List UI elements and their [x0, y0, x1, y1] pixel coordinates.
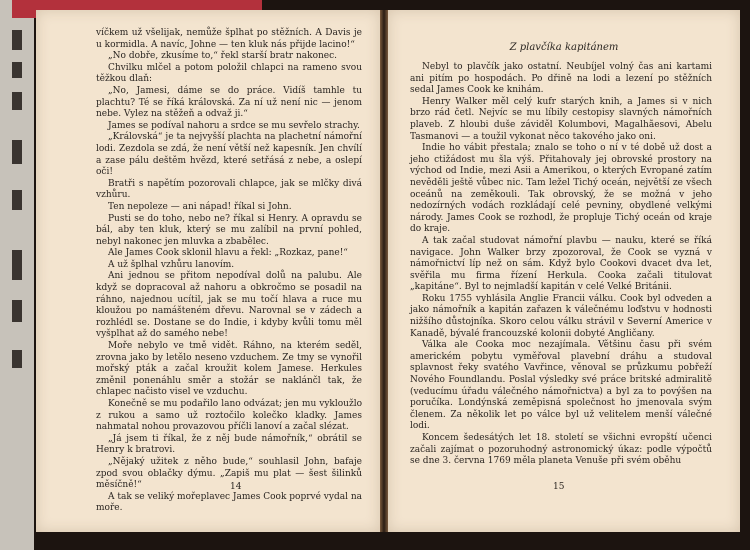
paragraph: A už šplhal vzhůru lanovím.: [108, 259, 235, 270]
paragraph: Válka ale Cooka moc nezajímala. Většinu času při svém americkém pobytu vyměřoval plavební dráhu a studoval splavnost řeky svatého Vavřince, věnoval se průzkumu pobřeží Nového Foundlandu. Poslal výsledky své práce britské admiralitě (veducímu úřadu válečného námořnictva) a byl za to povýšen na poručíka. Londýnská zeměpisná společnost ho jmenovala svým členem. Za několik let po válce byl už velitelem menší válečné lodi.: [410, 340, 712, 432]
paragraph: Moře nebylo ve tmě vidět. Ráhno, na kterém seděl, zrovna jako by letělo neseno vzduchem. Ze tmy se vynořil mořský pták a začal kroužit kolem Jamese. Herkules změnil ponenáhlu směr a stožár se naklánčl tak, že chlapec načisto visel ve vzduchu.: [96, 341, 362, 398]
paragraph: Chvilku mlčel a potom položil chlapci na rameno svou těžkou dlaň:: [96, 62, 362, 85]
paragraph: „No dobře, zkusíme to,“ řekl starší bratr nakonec.: [108, 51, 338, 62]
left-page-text: [96, 28, 362, 515]
paragraph: Koncem šedesátých let 18. století se všichni evropští učenci začali zajímat o pozoruhodný astronomický úkaz: podle výpočtů se dne 3. června 1769 měla planeta Venuše při svém oběhu: [410, 433, 712, 467]
book-gutter: [380, 10, 388, 532]
left-page: [36, 10, 380, 532]
paragraph: Ale James Cook sklonil hlavu a řekl: „Rozkaz, pane!“: [108, 248, 348, 259]
paragraph: „Královská“ je ta nejvyšší plachta na plachetní námořní lodi. Zezdola se zdá, že není větší než kapesník. Jen chvílí a zase pálu deštěm hvězd, které setřásá z nebe, a oslepí oči!: [96, 132, 362, 178]
paragraph: víčkem už všelijak, nemůže šplhat po stěžních. A Davis je u kormidla. A navíc, Johne — ten kluk nás přijde lacino!“: [96, 28, 362, 50]
paragraph: Konečně se mu podařilo lano odvázat; jen mu vykloužlo z rukou a samo už roztočilo kolečko kladky. James nahmatal nohou provazovou příčli lanoví a začal slézat.: [96, 399, 362, 433]
paragraph: Bratři s napětím pozorovali chlapce, jak se mlčky divá vzhůru.: [96, 178, 362, 201]
running-head: Z plavčíka kapitánem: [509, 42, 619, 53]
right-page-text: [410, 62, 712, 468]
left-page-number: 14: [230, 482, 242, 492]
paragraph: Ten nepoleze — ani nápad! říkal si John.: [108, 201, 292, 212]
paragraph: Roku 1755 vyhlásila Anglie Francii válku. Cook byl odveden a jako námořník a kapitán zařazen k válečnému loďstvu v hodnosti nižšího důstojníka. Skoro celou válku strávil v Severní Americe v Kanadě, bývalé francouzské kolonii dobyté Angličany.: [410, 293, 712, 339]
paragraph: A tak začal studovat námořní plavbu — nauku, které se říká navigace. John Walker brzy zpozoroval, že Cook se vyzná v námořnictví líp než on sám. Když bylo Cookovi dvacet dva let, svěřila mu firma řízení Herkula. Cooka začali titulovat „kapitáne“. Byl to nejmladší kapitán v celé Velké Británii.: [410, 235, 712, 293]
paragraph: Nebyl to plavčík jako ostatní. Neubíjel volný čas ani kartami ani pitím po hospodách. Po dřině na lodi a lezení po stěžních sedal James Cook ke knihám.: [410, 62, 712, 96]
paragraph: Henry Walker měl celý kufr starých knih, a James si v nich brzo rád četl. Nejvíc se mu líbily cestopisy slavných námořních plaveb. Z hloubi duše záviděl Kolumbovi, Magalhãesovi, Abelu Tasmanovi — a toužil vykonat něco takového jako oni.: [410, 96, 712, 142]
paragraph: „No, Jamesi, dáme se do práce. Vidíš tamhle tu plachtu? Té se říká královská. Za ní už není nic — jenom nebe. Vylez na stěžeň a odvaž ji.“: [96, 85, 362, 120]
paragraph: „Já jsem ti říkal, že z něj bude námořník,“ obrátil se Henry k bratrovi.: [96, 433, 362, 456]
right-page: [388, 10, 740, 532]
right-page-number: 15: [553, 482, 565, 492]
paragraph: Ani jednou se přitom nepodíval dolů na palubu. Ale když se dopracoval až nahoru a obkročmo se posadil na ráhno, najednou ucítil, jak se mu točí hlava a ruce mu kloužou po namášteném dřevu. Narovnal se v zádech a rozhlédl se. Dostane se do Indie, i kdyby kvůli tomu měl vyšplhat až do samého nebe!: [96, 271, 362, 340]
page-edge-strip: [0, 0, 34, 550]
paragraph: Pusti se do toho, nebo ne? říkal si Henry. A opravdu se bál, aby ten kluk, který se mu zalíbil na první pohled, nebyl nakonec jen mluvka a zbabělec.: [96, 213, 362, 247]
paragraph: „Nějaký užitek z něho bude,“ souhlasil John, bafaje zpod svou oblačky dýmu. „Zapiš mu plat — šest šilinků měsíčně!“: [96, 456, 362, 491]
paragraph: James se podíval nahoru a srdce se mu sevřelo strachy.: [108, 120, 360, 131]
paragraph: Indie ho vábit přestala; znalo se toho o ní v té době už dost a jeho ctižádost mu šla výš. Přitahovaly jej obrovské prostory na východ od Indie, mezi Asii a Amerikou, o kterých Evropané zatím nevěděli ještě vůbec nic. Tam ležel Tichý oceán, největší ze všech oceánů na zeměkouli. Tak obrovský, že se možná v jeho nedozírných vodách rozkládají celé pevniny, obydlené velkými národy. James Cook se rozhodl, že propluje Tichý oceán od kraje do kraje.: [410, 143, 712, 235]
paragraph: A tak se veliký mořeplavec James Cook poprvé vydal na moře.: [96, 491, 362, 514]
